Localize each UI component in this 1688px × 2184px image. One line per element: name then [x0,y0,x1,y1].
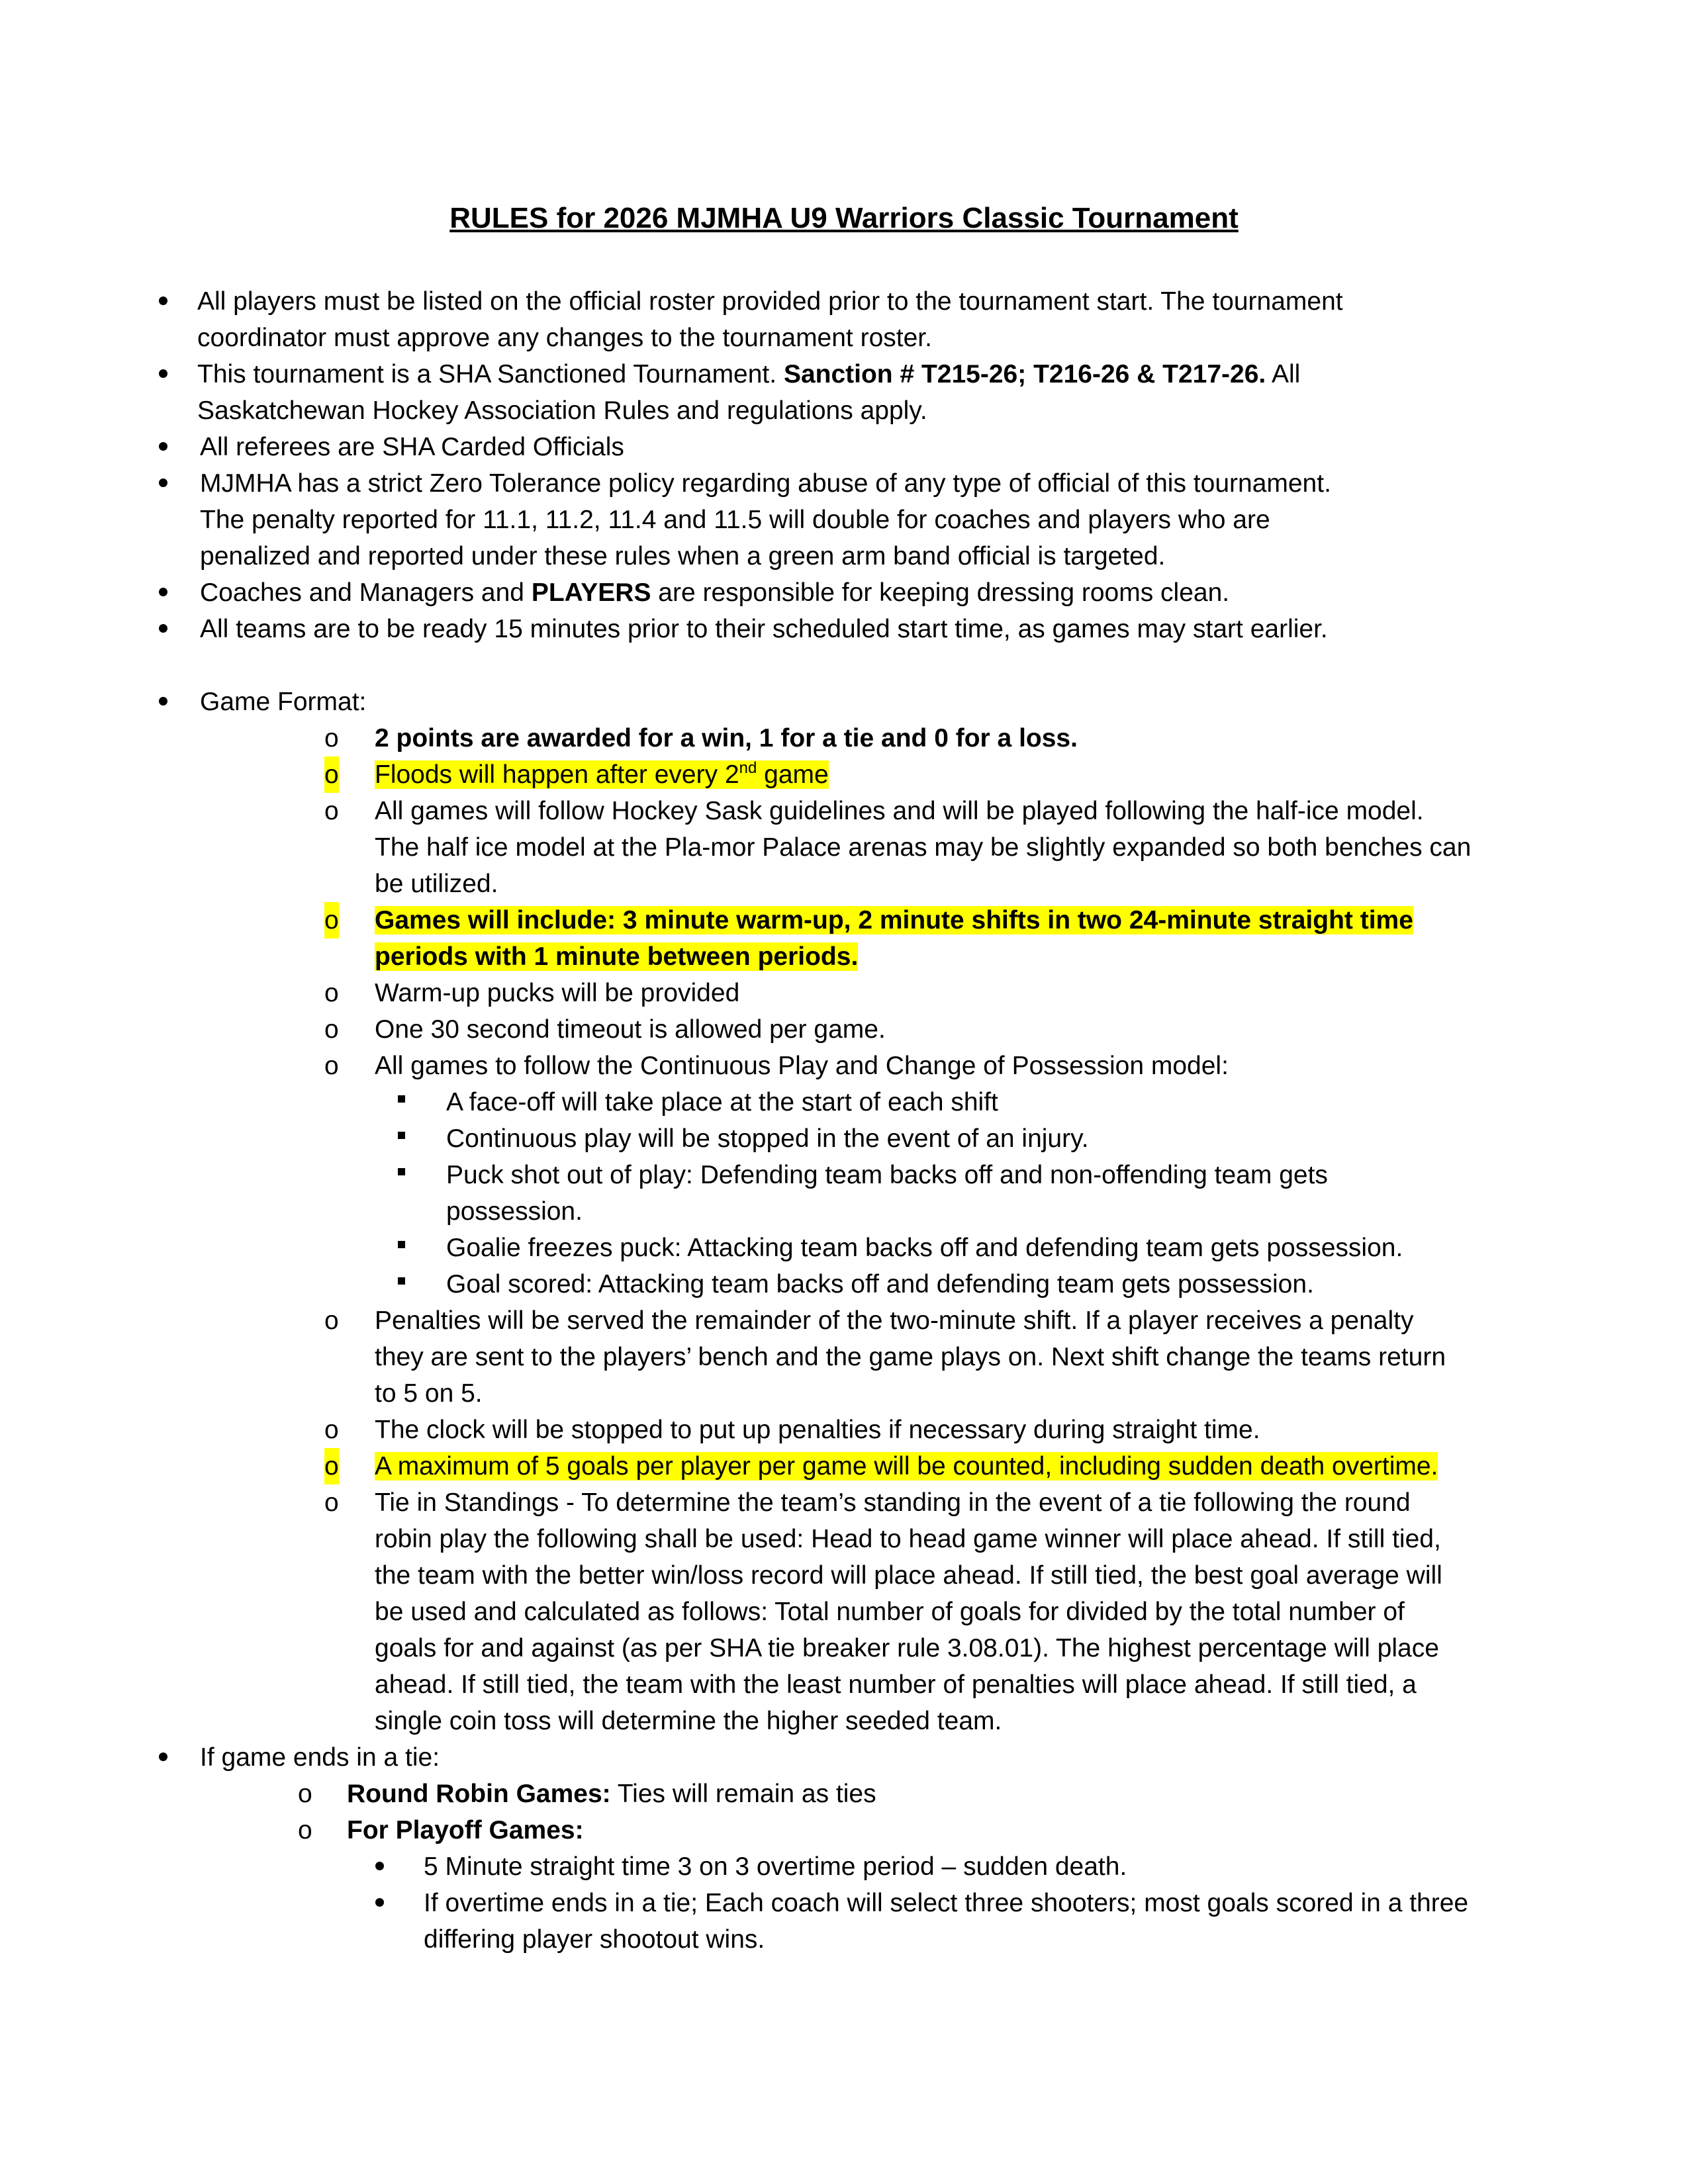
circle-marker-icon: o [324,1448,339,1484]
tie-playoff-heading: For Playoff Games: [347,1816,584,1844]
rule-ready: All teams are to be ready 15 minutes prior to their scheduled start time, as games may start earlier. [200,615,1328,643]
rule-zero-tolerance-line-3: penalized and reported under these rules when a green arm band official is targeted. [200,542,1166,570]
bullet-icon [159,442,167,451]
format-half-ice-line-2: The half ice model at the Pla-mor Palace arenas may be slightly expanded so both benches can [375,833,1472,862]
tie-overtime: 5 Minute straight time 3 on 3 overtime period – sudden death. [424,1852,1127,1881]
format-games-include-line-2: periods with 1 minute between periods. [375,942,859,971]
square-bullet-icon [398,1168,405,1175]
format-floods: Floods will happen after every 2nd game [375,759,829,789]
sub-puck-shot-line-1: Puck shot out of play: Defending team backs off and non-offending team gets [446,1161,1328,1189]
circle-marker-icon: o [324,1052,339,1080]
rule-sanction-line-2: Saskatchewan Hockey Association Rules and regulations apply. [197,396,927,425]
game-format-heading: Game Format: [200,688,367,716]
sub-faceoff: A face-off will take place at the start of each shift [446,1088,998,1116]
circle-marker-icon: o [298,1816,312,1844]
rule-referees: All referees are SHA Carded Officials [200,433,624,461]
rule-zero-tolerance-line-1: MJMHA has a strict Zero Tolerance policy regarding abuse of any type of official of this tournament. [200,469,1331,498]
sub-goalie: Goalie freezes puck: Attacking team backs off and defending team gets possession. [446,1234,1403,1262]
format-penalties-line-3: to 5 on 5. [375,1379,483,1408]
square-bullet-icon [398,1095,405,1103]
bullet-icon [159,369,167,378]
bullet-icon [375,1862,384,1870]
format-tie-standings-line-6: ahead. If still tied, the team with the least number of penalties will place ahead. If still tied, a [375,1670,1417,1699]
bullet-icon [159,588,167,596]
format-tie-standings-line-1: Tie in Standings - To determine the team’s standing in the event of a tie following the round [375,1488,1411,1517]
rule-dressing-rooms: Coaches and Managers and PLAYERS are responsible for keeping dressing rooms clean. [200,578,1230,607]
format-penalties-line-2: they are sent to the players’ bench and the game plays on. Next shift change the teams return [375,1343,1446,1371]
format-points: 2 points are awarded for a win, 1 for a tie and 0 for a loss. [375,724,1078,752]
format-penalties-line-1: Penalties will be served the remainder of the two-minute shift. If a player receives a penalty [375,1306,1414,1335]
bullet-icon [159,296,167,305]
format-warmup-pucks: Warm-up pucks will be provided [375,979,740,1007]
rule-roster-line-2: coordinator must approve any changes to the tournament roster. [197,324,932,352]
format-clock: The clock will be stopped to put up penalties if necessary during straight time. [375,1416,1260,1444]
circle-marker-icon: o [324,979,339,1007]
format-timeout: One 30 second timeout is allowed per game. [375,1015,886,1044]
format-half-ice-line-3: be utilized. [375,870,498,898]
format-tie-standings-line-2: robin play the following shall be used: Head to head game winner will place ahead. If still tied, [375,1525,1441,1553]
format-max-goals: A maximum of 5 goals per player per game will be counted, including sudden death overtime. [375,1452,1438,1480]
square-bullet-icon [398,1241,405,1248]
circle-marker-icon: o [298,1780,312,1808]
circle-marker-icon: o [324,902,339,938]
circle-marker-icon: o [324,797,339,825]
page-title: RULES for 2026 MJMHA U9 Warriors Classic Tournament [449,202,1239,234]
square-bullet-icon [398,1132,405,1139]
format-tie-standings-line-3: the team with the better win/loss record will place ahead. If still tied, the best goal average will [375,1561,1442,1590]
rule-sanction-line-1: This tournament is a SHA Sanctioned Tournament. Sanction # T215-26; T216-26 & T217-26. All [197,360,1301,388]
circle-marker-icon: o [324,724,339,752]
sub-injury: Continuous play will be stopped in the event of an injury. [446,1124,1089,1153]
tie-shootout-line-2: differing player shootout wins. [424,1925,765,1954]
format-half-ice-line-1: All games will follow Hockey Sask guidelines and will be played following the half-ice model. [375,797,1424,825]
tie-shootout-line-1: If overtime ends in a tie; Each coach will select three shooters; most goals scored in a three [424,1889,1469,1917]
format-tie-standings-line-4: be used and calculated as follows: Total number of goals for divided by the total number of [375,1598,1405,1626]
bullet-icon [159,1752,167,1761]
bullet-icon [375,1898,384,1907]
bullet-icon [159,478,167,487]
tie-heading: If game ends in a tie: [200,1743,440,1772]
bullet-icon [159,624,167,633]
circle-marker-icon: o [324,1416,339,1444]
circle-marker-icon: o [324,756,339,793]
rule-roster-line-1: All players must be listed on the official roster provided prior to the tournament start. The tournament [197,287,1343,316]
sub-puck-shot-line-2: possession. [446,1197,583,1226]
bullet-icon [159,697,167,705]
square-bullet-icon [398,1277,405,1285]
format-tie-standings-line-7: single coin toss will determine the higher seeded team. [375,1707,1002,1735]
circle-marker-icon: o [324,1488,339,1517]
sub-goal-scored: Goal scored: Attacking team backs off and defending team gets possession. [446,1270,1314,1298]
tie-round-robin: Round Robin Games: Ties will remain as ties [347,1780,876,1808]
circle-marker-icon: o [324,1306,339,1335]
rule-zero-tolerance-line-2: The penalty reported for 11.1, 11.2, 11.4 and 11.5 will double for coaches and players who are [200,506,1270,534]
circle-marker-icon: o [324,1015,339,1044]
format-games-include-line-1: Games will include: 3 minute warm-up, 2 minute shifts in two 24-minute straight time [375,906,1413,934]
format-continuous-play: All games to follow the Continuous Play and Change of Possession model: [375,1052,1229,1080]
sanction-numbers: Sanction # T215-26; T216-26 & T217-26. [783,360,1266,388]
format-tie-standings-line-5: goals for and against (as per SHA tie breaker rule 3.08.01). The highest percentage will place [375,1634,1439,1662]
